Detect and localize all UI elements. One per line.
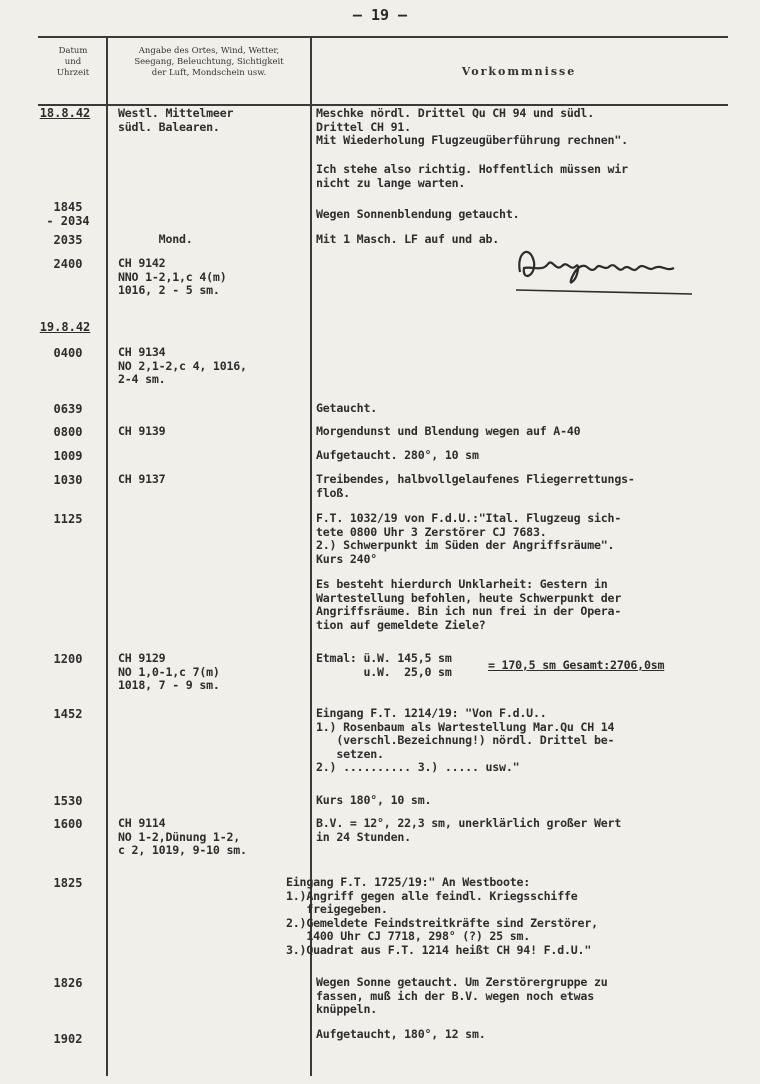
- header-date-time: [40, 46, 106, 79]
- entry-place: CH 9137: [118, 472, 166, 486]
- entry-text: Treibendes, halbvollgelaufenes Fliegerrettungs- floß.: [316, 472, 635, 500]
- entry-time: 0400: [53, 346, 83, 360]
- entry-text: Wegen Sonne getaucht. Um Zerstörergruppe zu fassen, muß ich der B.V. wegen noch etwas knüppeln.: [316, 975, 608, 1017]
- header-col1-line: und: [64, 57, 82, 67]
- entry-time: 1125: [53, 512, 83, 526]
- header-col1-line: Datum: [58, 46, 88, 56]
- entry-place: CH 9114 NO 1-2,Dünung 1-2, c 2, 1019, 9-10 sm.: [118, 816, 247, 858]
- entry-place: Westl. Mittelmeer südl. Balearen.: [118, 106, 234, 134]
- entry-time: 1600: [53, 817, 83, 831]
- entry-text: Ich stehe also richtig. Hoffentlich müssen wir nicht zu lange warten.: [316, 162, 628, 190]
- entry-time: 2035: [53, 233, 83, 247]
- entry-text: Eingang F.T. 1725/19:" An Westboote: 1.)Angriff gegen alle feindl. Kriegsschiffe freigegeben. 2.)Gemeldete Feindstreitkräfte sind Zerstörer, 1400 Uhr CJ 7718, 298° (?) 25 sm. 3.)Quadrat aus F.T. 1214 heißt CH 94! F.d.U.": [286, 875, 598, 957]
- entry-text: Mit 1 Masch. LF auf und ab.: [316, 232, 500, 246]
- signature-scrawl: [512, 232, 712, 302]
- entry-time: 1902: [53, 1032, 83, 1046]
- entry-place: CH 9142 NNO 1-2,1,c 4(m) 1016, 2 - 5 sm.: [118, 256, 227, 298]
- entry-time: 1825: [53, 876, 83, 890]
- entry-place: CH 9139: [118, 424, 166, 438]
- entry-text: Es besteht hierdurch Unklarheit: Gestern in Wartestellung befohlen, heute Schwerpunkt der Angriffsräume. Bin ich nun frei in der Opera- tion auf gemeldete Ziele?: [316, 577, 622, 632]
- entry-place: CH 9134 NO 2,1-2,c 4, 1016, 2-4 sm.: [118, 345, 247, 387]
- entry-date: 19.8.42: [39, 320, 91, 334]
- entry-text: Meschke nördl. Drittel Qu CH 94 und südl. Drittel CH 91. Mit Wiederholung Flugzeugüberführung rechnen".: [316, 106, 628, 148]
- entry-time: 0639: [53, 402, 83, 416]
- entry-date: 18.8.42: [39, 106, 91, 120]
- entry-time: 1826: [53, 976, 83, 990]
- top-rule: [38, 36, 728, 38]
- entry-text: Aufgetaucht, 180°, 12 sm.: [316, 1027, 486, 1041]
- entry-text: B.V. = 12°, 22,3 sm, unerklärlich großer Wert in 24 Stunden.: [316, 816, 622, 844]
- header-col2-line: der Luft, Mondschein usw.: [151, 68, 267, 78]
- entry-text: Etmal: ü.W. 145,5 sm u.W. 25,0 sm: [316, 651, 452, 679]
- entry-text: F.T. 1032/19 von F.d.U.:"Ital. Flugzeug sich- tete 0800 Uhr 3 Zerstörer CJ 7683. 2.) Schwerpunkt im Süden der Angriffsräume". Kurs 240°: [316, 511, 622, 566]
- entry-place: Mond.: [118, 232, 193, 246]
- entry-time: 1030: [53, 473, 83, 487]
- entry-text: Aufgetaucht. 280°, 10 sm: [316, 448, 479, 462]
- entry-text: Wegen Sonnenblendung getaucht.: [316, 207, 520, 221]
- entry-time: 1009: [53, 449, 83, 463]
- header-events: Vorkommnisse: [461, 65, 577, 78]
- entry-text: Kurs 180°, 10 sm.: [316, 793, 432, 807]
- entry-time: 2400: [53, 257, 83, 271]
- entry-text: Eingang F.T. 1214/19: "Von F.d.U.. 1.) Rosenbaum als Wartestellung Mar.Qu CH 14 (verschl.Bezeichnung!) nördl. Drittel be- setzen. 2.) .......... 3.) ..... usw.": [316, 706, 615, 775]
- entry-time: 1530: [53, 794, 83, 808]
- entry-time: 1452: [53, 707, 83, 721]
- header-place-weather: [110, 46, 308, 79]
- etmal-total: = 170,5 sm Gesamt:2706,0sm: [488, 658, 665, 672]
- entry-text: Getaucht.: [316, 401, 378, 415]
- header-col2-line: Seegang, Beleuchtung, Sichtigkeit: [134, 57, 284, 67]
- entry-time: 1200: [53, 652, 83, 666]
- entry-time: 0800: [53, 425, 83, 439]
- entry-place: CH 9129 NO 1,0-1,c 7(m) 1018, 7 - 9 sm.: [118, 651, 220, 693]
- entry-time: 1845 - 2034: [46, 200, 90, 228]
- header-col2-line: Angabe des Ortes, Wind, Wetter,: [138, 46, 280, 56]
- entry-text: Morgendunst und Blendung wegen auf A-40: [316, 424, 581, 438]
- col1-divider: [106, 36, 108, 1076]
- page-number: — 19 —: [352, 6, 408, 24]
- header-col1-line: Uhrzeit: [56, 68, 90, 78]
